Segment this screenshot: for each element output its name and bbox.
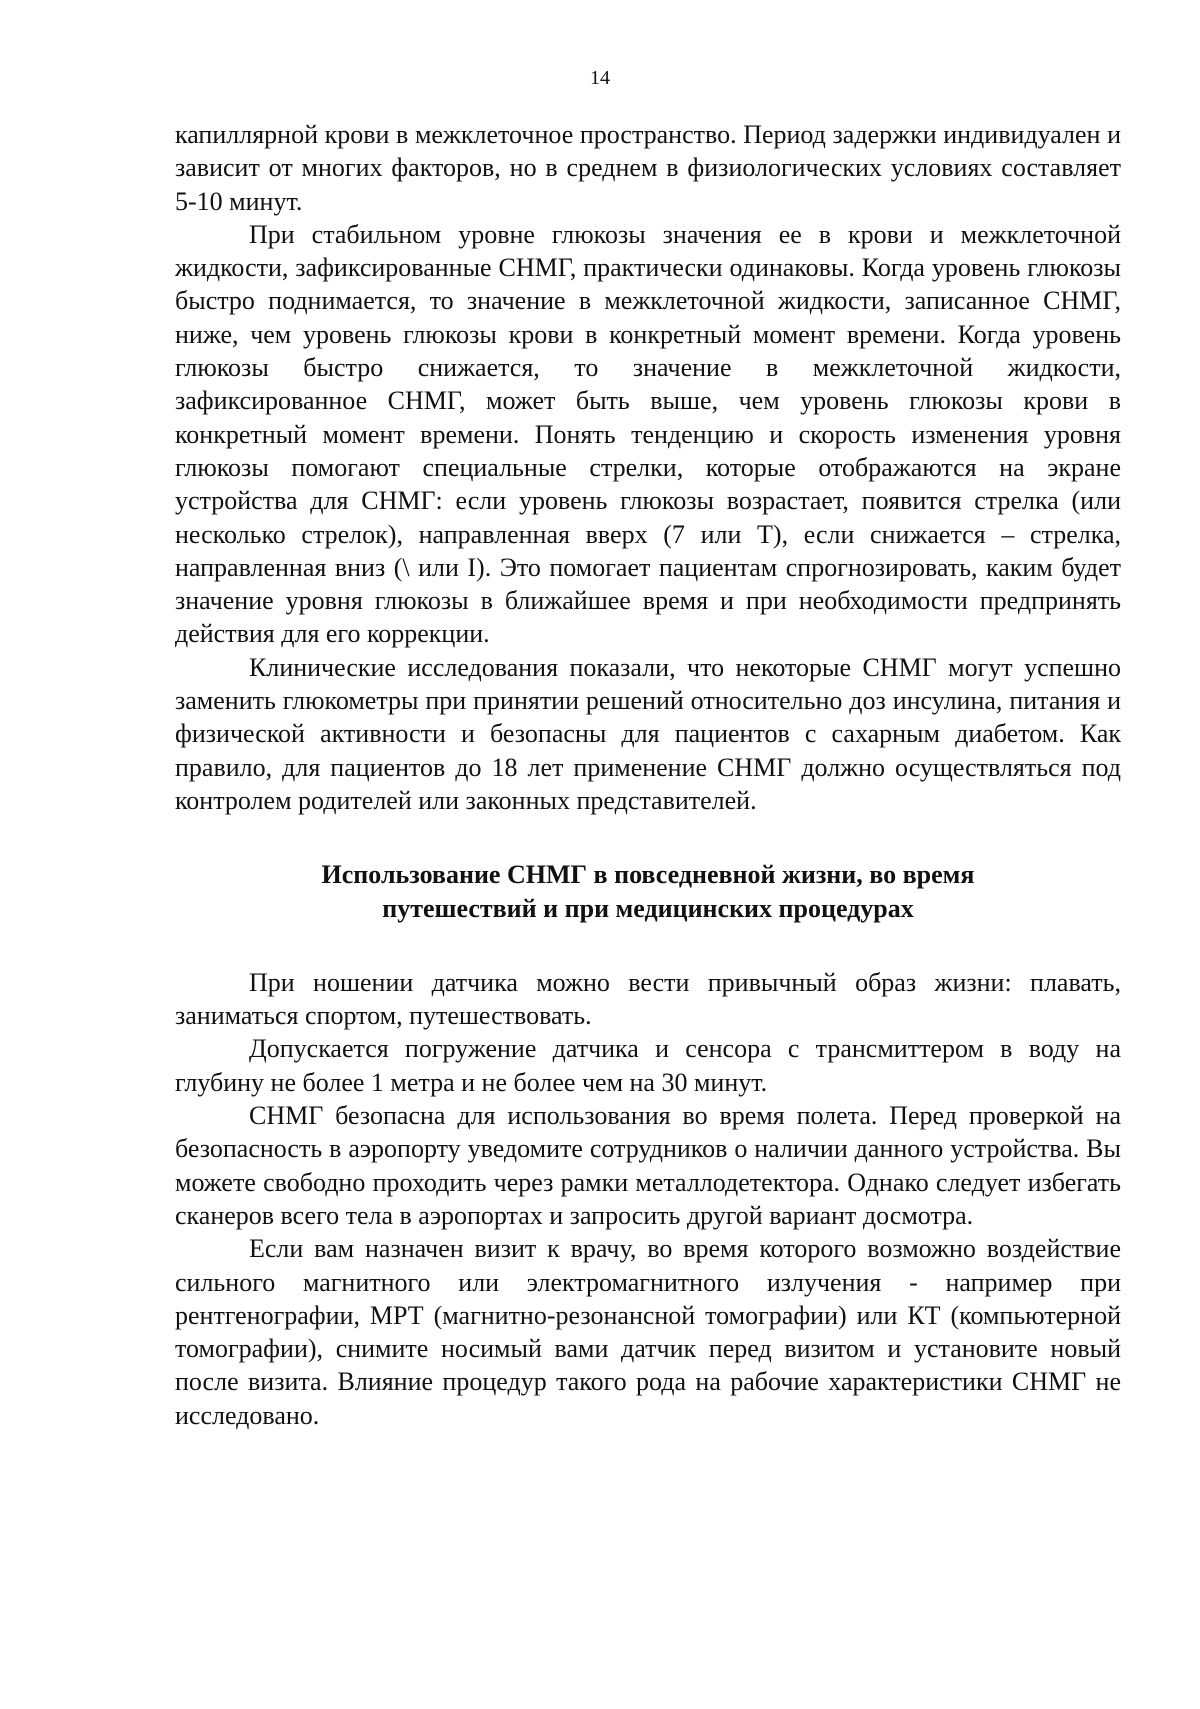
section-heading	[175, 858, 1121, 925]
section-heading-line-2: путешествий и при медицинских процедурах	[382, 893, 914, 923]
paragraph-water: Допускается погружение датчика и сенсора с трансмиттером в воду на глубину не более 1 метра и не более чем на 30 минут.	[175, 1034, 1121, 1097]
paragraph-continuation: капиллярной крови в межклеточное пространство. Период задержки индивидуален и зависит от многих факторов, но в среднем в физиологических условиях составляет 5-10 минут.	[175, 120, 1121, 216]
paragraph-medical-procedures: Если вам назначен визит к врачу, во время которого возможно воздействие сильного магнитного или электромагнитного излучения - например при рентгенографии, МРТ (магнитно-резонансной томографии) или КТ (компьютерной томографии), снимите носимый вами датчик перед визитом и установите новый после визита. Влияние процедур такого рода на рабочие характеристики СНМГ не исследовано.	[175, 1234, 1121, 1430]
paragraph-glucose-levels: При стабильном уровне глюкозы значения ее в крови и межклеточной жидкости, зафиксированные СНМГ, практически одинаковы. Когда уровень глюкозы быстро поднимается, то значение в межклеточной жидкости, записанное СНМГ, ниже, чем уровень глюкозы крови в конкретный момент времени. Когда уровень глюкозы быстро снижается, то значение в межклеточной жидкости, зафиксированное СНМГ, может быть выше, чем уровень глюкозы крови в конкретный момент времени. Понять тенденцию и скорость изменения уровня глюкозы помогают специальные стрелки, которые отображаются на экране устройства для СНМГ: если уровень глюкозы возрастает, появится стрелка (или несколько стрелок), направленная вверх (7 или T), если снижается – стрелка, направленная вниз (\ или I). Это помогает пациентам спрогнозировать, каким будет значение уровня глюкозы в ближайшее время и при необходимости предпринять действия для его коррекции.	[175, 219, 1121, 649]
page-number: 14	[590, 67, 610, 89]
paragraph-lifestyle: При ношении датчика можно вести привычный образ жизни: плавать, заниматься спортом, путешествовать.	[175, 967, 1121, 1031]
paragraph-flight: СНМГ безопасна для использования во время полета. Перед проверкой на безопасность в аэропорту уведомите сотрудников о наличии данного устройства. Вы можете свободно проходить через рамки металлодетектора. Однако следует избегать сканеров всего тела в аэропортах и запросить другой вариант досмотра.	[175, 1101, 1121, 1230]
paragraph-clinical-studies: Клинические исследования показали, что некоторые СНМГ могут успешно заменить глюкометры при принятии решений относительно доз инсулина, питания и физической активности и безопасны для пациентов с сахарным диабетом. Как правило, для пациентов до 18 лет применение СНМГ должно осуществляться под контролем родителей или законных представителей.	[175, 652, 1121, 815]
section-heading-line-1: Использование СНМГ в повседневной жизни, во время	[321, 860, 975, 890]
document-body	[175, 118, 1121, 1432]
